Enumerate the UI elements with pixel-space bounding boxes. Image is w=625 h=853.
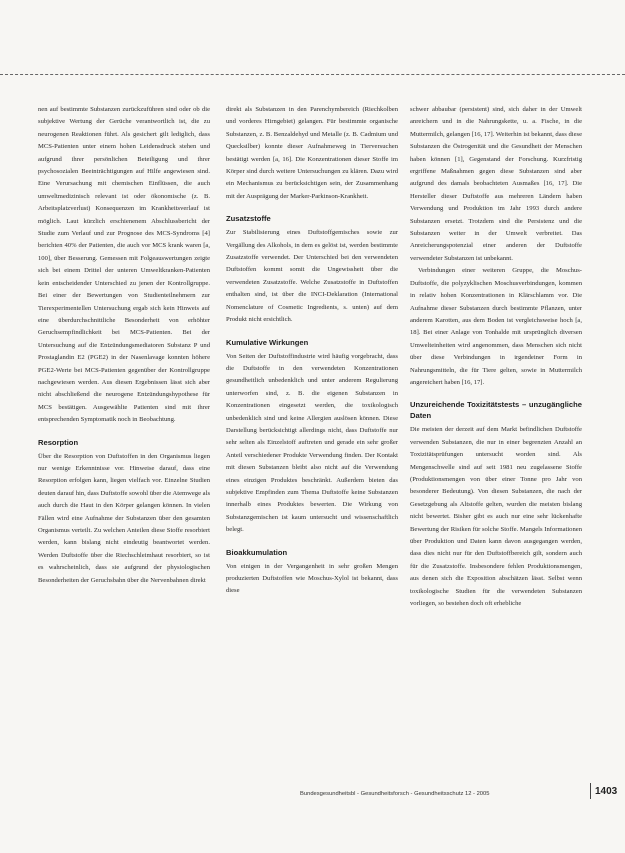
paragraph: Verbindungen einer weiteren Gruppe, die Moschus-Duftstoffe, die polyzyklischen Moschusverbindungen, kommen in relativ hohen Konzentrationen in Klärschlamm vor. Die Aufnahme dieser Substanzen durch bestimmte Pflanzen, unter anderem Karotten, aus dem Boden ist vergleichsweise hoch [a, 18]. Bei einer Anlage von Tonhalde mit ursprünglich diversen Umwelteinheiten wird angenommen, dass Menschen sich nicht über diese Verbindungen in irgendeiner Form in Nahrungsmitteln, die für Tiere gelten, sowie in Muttermilch angereichert haben [16, 17]. [410, 267, 582, 386]
paragraph: Über die Resorption von Duftstoffen in den Organismus liegen nur wenige Erkenntnisse vor. Hinweise darauf, dass eine Resorption erfolgen kann, liegen vielfach vor. Einzelne Studien deuten darauf hin, dass Duftstoffe sowohl über die Atemwege als auch durch die Haut in den Körper gelangen können. In vielen Fällen wird eine Aufnahme der Substanzen über den gesamten Organismus verteilt. Zu welchen Anteilen diese Stoffe resorbiert werden, kann bislang nicht eindeutig beantwortet werden. Werden Duftstoffe über die Riechschleimhaut resorbiert, so ist es wahrscheinlich, dass sie aufgrund der physiologischen Besonderheiten der Geruchsbahn über die Nervenbahnen direkt [38, 452, 211, 584]
section-heading-zusatzstoffe: Zusatzstoffe [226, 214, 271, 224]
journal-footer: Bundesgesundheitsbl - Gesundheitsforsch - Gesundheitsschutz 12 - 2005 [300, 791, 490, 797]
section-heading-bioakkumulation: Bioakkumulation [226, 547, 288, 557]
paragraph: direkt als Substanzen in den Parenchymbereich (Riechkolben und vorderes Hirngebiet) gelangen. Für bestimmte organische Substanzen, z. B. Benzaldehyd und Metalle (z. B. Cadmium und Quecksilber) konnte dieser Aufnahmeweg in Tierversuchen bestätigt werden [a, 16]. Die Konzentrationen dieser Stoffe im Körper sind durch weitere Untersuchungen zu klären. Dazu wird ein Mechanismus zu berücksichtigen sein, der Zusammenhang mit der Ausprägung der Marker-Parkinson-Krankheit. [226, 106, 398, 200]
header-rule [0, 74, 625, 75]
paragraph: schwer abbaubar (persistent) sind, sich daher in der Umwelt anreichern und in die Nahrungskette, u. a. Fische, in die Muttermilch, gelangen [16, 17]. Weiterhin ist bekannt, dass diese Substanzen die Östrogenität und die Gesundheit der Menschen haben können [1], Gegenstand der Forschung. Kurzfristig ergriffene Maßnahmen gegen diese Substanzen sind aber aufgrund des damals beobachteten Ausmaßes [16, 17]. Die Hersteller dieser Duftstoffe aus mehreren Ländern haben Verwendung und Produktion im Jahr 1993 durch andere Substanzen ersetzt. Trotzdem sind die Persistenz und die Substanzen weiter in der Umwelt verbreitet. Das Anreicherungspotenzial einer anderen der Duftstoffe verwendeter Substanzen ist unbekannt. [410, 106, 582, 262]
paragraph: Von einigen in der Vergangenheit in sehr großen Mengen produzierten Duftstoffen wie Moschus-Xylol ist bekannt, dass diese [226, 562, 398, 595]
text-column-2 [226, 104, 398, 598]
paragraph: Zur Stabilisierung eines Duftstoffgemisches sowie zur Vergällung des Alkohols, in dem es gelöst ist, werden bestimmte Zusatzstoffe verwendet. Der Unterschied bei den verwendeten Duftstoffen kommt somit die Ungewissheit über die verwendeten Zusatzstoffe. Welche Zusatzstoffe in Duftstoffen enthalten sind, ist über die INCI-Deklaration (International Nomenclature of Cosmetic Ingredients, s. unten) auf dem Produkt nicht ersichtlich. [226, 229, 398, 324]
text-column-3 [410, 104, 582, 610]
page-number: 1403 [595, 786, 618, 797]
section-heading-kumulative-wirkungen: Kumulative Wirkungen [226, 337, 309, 347]
paragraph: Die meisten der derzeit auf dem Markt befindlichen Duftstoffe verwenden Substanzen, die nur in einer begrenzten Anzahl an Toxizitätsprüfungen untersucht worden sind. Als Mengenschwelle sind auf seit 1981 neu zugelassene Stoffe (Produktionsmengen von über einer Tonne pro Jahr von besonderer Bedeutung). Von diesen Substanzen, die nach der Gesetzgebung als Altstoffe gelten, wurden die meisten bislang nicht bewertet. Bisher gibt es auch nur eine sehr lückenhafte Bewertung der Risiken für solche Stoffe. Mangels Informationen über Produktion und Daten kann davon ausgegangen werden, dass dies nicht nur für den Duftstoffbereich gilt, sondern auch für die Zusatzstoffe. Insbesondere fehlen Produktionsmengen, aus denen sich die Exposition abschätzen lässt. Selbst wenn toxikologische Studien für die verwendeten Substanzen vorliegen, so bestehen doch oft erhebliche [410, 426, 582, 608]
section-heading-resorption: Resorption [38, 437, 79, 447]
paragraph: Von Seiten der Duftstoffindustrie wird häufig vorgebracht, dass die Duftstoffe in den verwendeten Konzentrationen gesundheitlich unbedenklich und unter anderem Regulierung unterworfen sind, z. B. die eigenen Substanzen in Konzentrationen eingesetzt werden, die toxikologisch unbedenklich sind und keine Allergien auslösen können. Diese Darstellung berücksichtigt allerdings nicht, dass Duftstoffe nur sehr selten als Einzelstoff auftreten und gerade ein sehr großer Anteil verschiedener Produkte Verwendung finden. Der Kontakt mit diesen Substanzen bleibt also nicht auf die Verwendung eines einzigen Produktes beschränkt. Außerdem bieten das subjektive Empfinden zum Thema Duftstoffe keine Substanzen innerhalb eines Produktes bewerten. Die Wirkung von Substanzgemischen ist kaum untersucht und wissenschaftlich belegt. [226, 352, 398, 534]
text-column-1 [38, 104, 210, 587]
page-number-divider [590, 783, 591, 799]
paragraph: nen auf bestimmte Substanzen zurückzuführen sind oder ob die subjektive Wertung der Gerüche verantwortlich ist, die zu neurogenen Reaktionen führt. Als gesichert gilt lediglich, dass MCS-Patienten unter einem hohen Leidensdruck stehen und aufgrund ihrer persönlichen Beteiligung und ihrer psychosozialen Beeinträchtigungen auf Hilfe angewiesen sind. Eine Verursachung mit chemischen Einflüssen, die auch umweltmedizinisch relevant ist oder ökonomische (z. B. Arbeitsplatzverlust) Konsequenzen im Krankheitsverlauf ist möglich. Laut kürzlich erschienenem Abschlussbericht der Studie zum Verlauf und zur Prognose des MCS-Syndroms [4] berichten 40% der Patienten, die auch vor MCS krank waren [a, 100], über Besserung. Gemessen mit Folgeauswertungen zeigte sich bei einem Drittel der unteren Umweltkranken-Patienten kein entscheidender Unterschied zu jenen der Kontrollgruppe. Bei einer der Bewertungen von Studienteilnehmern zur Tierexperimentellen Untersuchung ergab sich kein Hinweis auf eine überdurchschnittliche Besonderheit von erhöhter Geruchsempfindlichkeit bei MCS-Patienten. Bei der Untersuchung auf die Entzündungsmediatoren Substanz P und Prostaglandin E2 (PGE2) in der Nasenlavage konnten höhere PGE2-Werte bei MCS-Patienten gegenüber der Kontrollgruppe nachgewiesen werden. Aus diesen Ergebnissen lässt sich aber nicht abschließend die neurogene Entzündungshypothese für MCS bestätigen. Ausgewählte Patienten sind mit ihrer entsprechenden Symptomatik noch in Beobachtung. [38, 106, 210, 424]
section-heading-toxizitaetstests: Unzureichende Toxizitätstests – unzugängliche Daten [410, 400, 582, 421]
